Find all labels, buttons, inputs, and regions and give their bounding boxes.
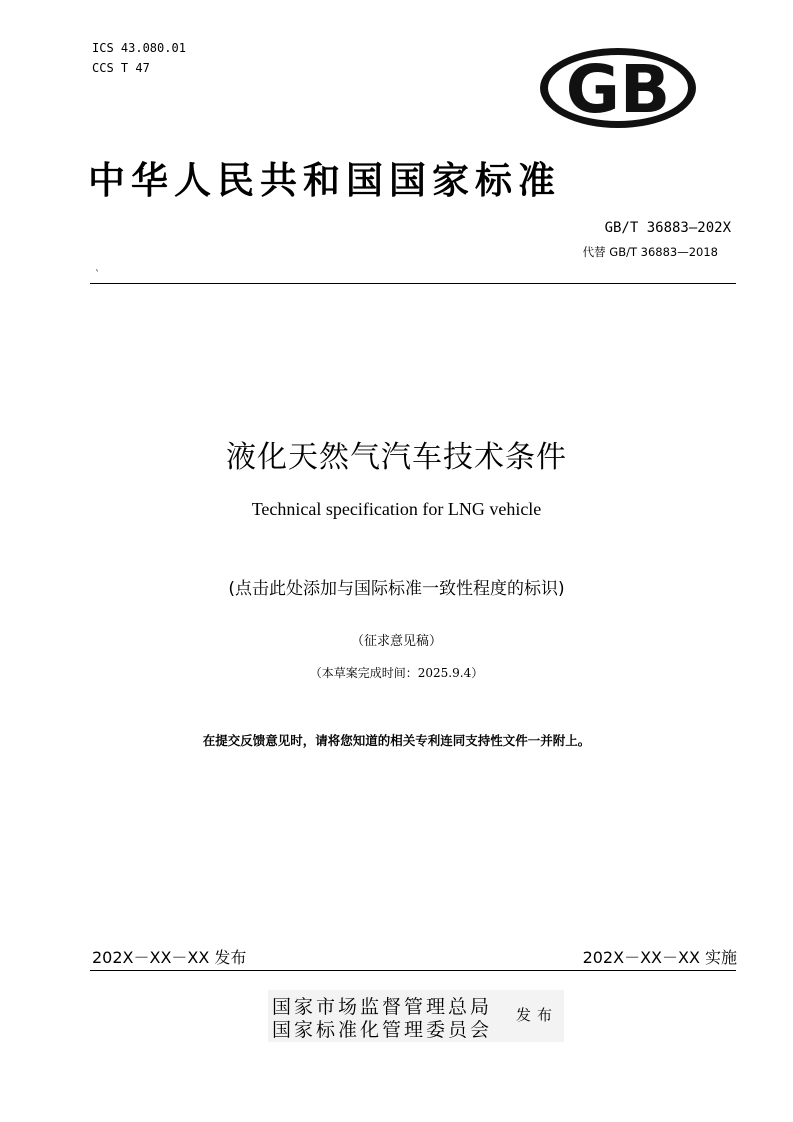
consistency-note: (点击此处添加与国际标准一致性程度的标识) <box>228 579 565 599</box>
document-title-en: Technical specification for LNG vehicle <box>251 499 542 519</box>
standard-category-title: 中华人民共和国国家标准 <box>88 158 561 202</box>
issuing-authorities <box>268 990 564 1042</box>
issue-word: 发布 <box>516 1006 559 1024</box>
draft-label: （征求意见稿） <box>350 634 442 649</box>
standard-number: GB/T 36883—202X <box>604 220 731 236</box>
patent-notice: 在提交反馈意见时，请将您知道的相关专利连同支持性文件一并附上。 <box>202 733 591 748</box>
implementation-date: 202X－XX－XX 实施 <box>582 948 737 967</box>
top-divider <box>90 283 736 284</box>
issuer-sac: 国家标准化管理委员会 <box>272 1019 493 1041</box>
document-title-cn: 液化天然气汽车技术条件 <box>226 440 567 475</box>
ccs-code: CCS T 47 <box>92 61 150 75</box>
ics-code: ICS 43.080.01 <box>92 41 186 55</box>
gb-logo <box>538 46 698 130</box>
issuer-samr: 国家市场监督管理总局 <box>272 996 493 1018</box>
draft-completion-date: （本草案完成时间：2025.9.4） <box>309 666 484 680</box>
gb-logo-text: GB <box>565 51 671 128</box>
classification-codes <box>92 38 186 78</box>
tick-mark: ` <box>95 270 100 281</box>
replaces-standard: 代替 GB/T 36883—2018 <box>582 245 718 259</box>
issue-date: 202X－XX－XX 发布 <box>92 948 247 967</box>
bottom-divider <box>90 970 736 971</box>
